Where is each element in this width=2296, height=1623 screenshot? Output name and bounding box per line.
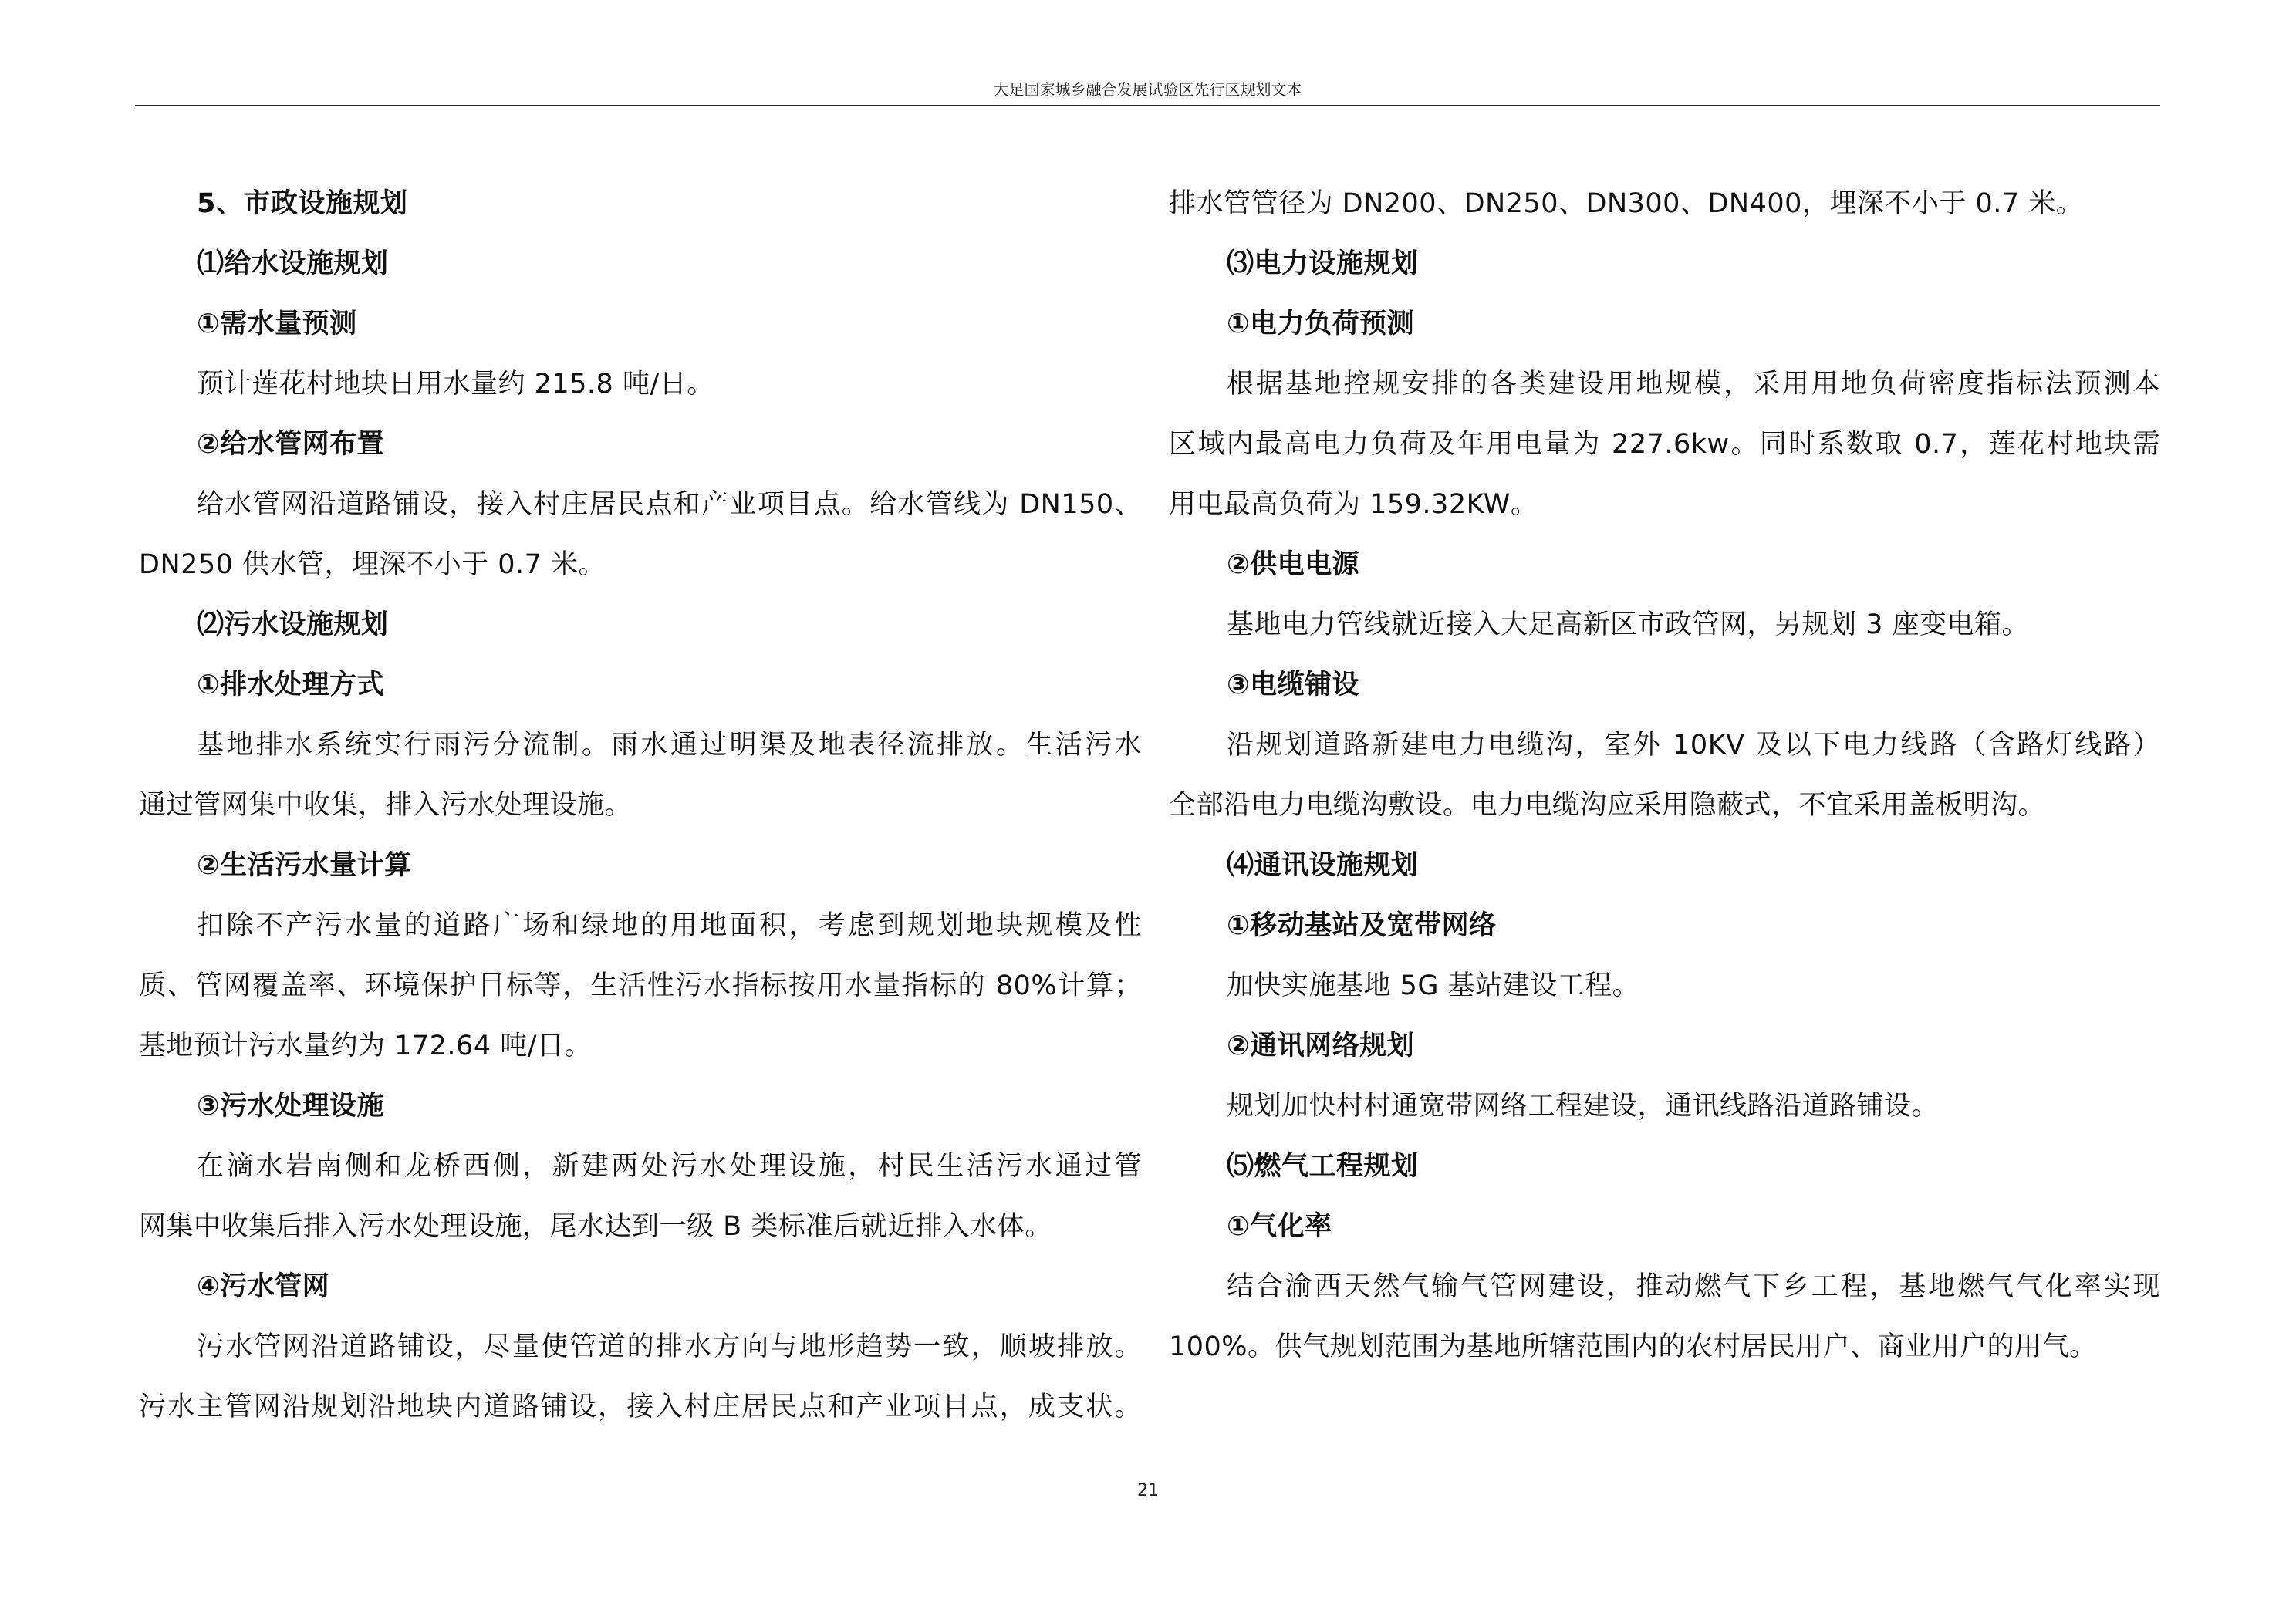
right-text-line: 规划加快村村通宽带网络工程建设，通讯线路沿道路铺设。 [1227, 1091, 1940, 1122]
right-heading: ③电缆铺设 [1227, 670, 1360, 700]
left-heading: ②给水管网布置 [197, 429, 385, 460]
left-heading: ①排水处理方式 [197, 670, 385, 700]
right-heading: ①气化率 [1227, 1211, 1332, 1242]
left-text-line: 网集中收集后排入污水处理设施，尾水达到一级 B 类标准后就近排入水体。 [139, 1211, 1052, 1242]
right-text-line: 100%。供气规划范围为基地所辖范围内的农村居民用户、商业用户的用气。 [1169, 1331, 2097, 1362]
right-text-line: 根据基地控规安排的各类建设用地规模，采用用地负荷密度指标法预测本 [1227, 369, 2160, 400]
left-text-line: 在滴水岩南侧和龙桥西侧，新建两处污水处理设施，村民生活污水通过管 [197, 1151, 1142, 1182]
right-heading: ⑸燃气工程规划 [1227, 1151, 1419, 1182]
left-heading: ④污水管网 [197, 1271, 330, 1302]
left-text-line: 污水管网沿道路铺设，尽量使管道的排水方向与地形趋势一致，顺坡排放。 [197, 1331, 1142, 1362]
right-column [1169, 174, 2160, 1377]
left-text-line: 基地排水系统实行雨污分流制。雨水通过明渠及地表径流排放。生活污水 [197, 730, 1142, 761]
right-text-line: 结合渝西天然气输气管网建设，推动燃气下乡工程，基地燃气气化率实现 [1227, 1271, 2160, 1302]
left-text-line: 质、管网覆盖率、环境保护目标等，生活性污水指标按用水量指标的 80%计算； [139, 970, 1142, 1001]
running-header: 大足国家城乡融合发展试验区先行区规划文本 [993, 80, 1302, 99]
right-heading: ①电力负荷预测 [1227, 309, 1415, 339]
left-text-line: 基地预计污水量约为 172.64 吨/日。 [139, 1031, 593, 1061]
left-heading: ⑴给水设施规划 [197, 248, 389, 279]
right-text-line: 区域内最高电力负荷及年用电量为 227.6kw。同时系数取 0.7，莲花村地块需 [1169, 429, 2160, 460]
left-heading: ⑵污水设施规划 [197, 609, 389, 640]
left-text-line: 扣除不产污水量的道路广场和绿地的用地面积，考虑到规划地块规模及性 [197, 910, 1142, 941]
left-heading: 5、市政设施规划 [197, 188, 408, 219]
left-heading: ①需水量预测 [197, 309, 357, 339]
left-text-line: DN250 供水管，埋深不小于 0.7 米。 [139, 549, 606, 580]
right-text-line: 沿规划道路新建电力电缆沟，室外 10KV 及以下电力线路（含路灯线路） [1227, 730, 2160, 761]
left-heading: ③污水处理设施 [197, 1091, 385, 1122]
right-heading: ②通讯网络规划 [1227, 1031, 1415, 1061]
left-text-line: 通过管网集中收集，排入污水处理设施。 [139, 790, 633, 821]
right-text-line: 排水管管径为 DN200、DN250、DN300、DN400，埋深不小于 0.7 米。 [1169, 188, 2084, 219]
left-text-line: 预计莲花村地块日用水量约 215.8 吨/日。 [197, 369, 714, 400]
right-heading: ①移动基站及宽带网络 [1227, 910, 1497, 941]
right-text-line: 基地电力管线就近接入大足高新区市政管网，另规划 3 座变电箱。 [1227, 609, 2030, 640]
right-text-line: 加快实施基地 5G 基站建设工程。 [1227, 970, 1640, 1001]
header-divider [135, 105, 2160, 106]
left-text-line: 污水主管网沿规划沿地块内道路铺设，接入村庄居民点和产业项目点，成支状。 [139, 1392, 1142, 1422]
right-text-line: 全部沿电力电缆沟敷设。电力电缆沟应采用隐蔽式，不宜采用盖板明沟。 [1169, 790, 2046, 821]
page-number: 21 [1137, 1481, 1159, 1500]
left-text-line: 给水管网沿道路铺设，接入村庄居民点和产业项目点。给水管线为 DN150、 [197, 489, 1142, 520]
right-heading: ⑶电力设施规划 [1227, 248, 1419, 279]
left-column [139, 174, 1142, 1437]
right-text-line: 用电最高负荷为 159.32KW。 [1169, 489, 1538, 520]
right-heading: ②供电电源 [1227, 549, 1360, 580]
left-heading: ②生活污水量计算 [197, 850, 412, 881]
right-heading: ⑷通讯设施规划 [1227, 850, 1419, 881]
